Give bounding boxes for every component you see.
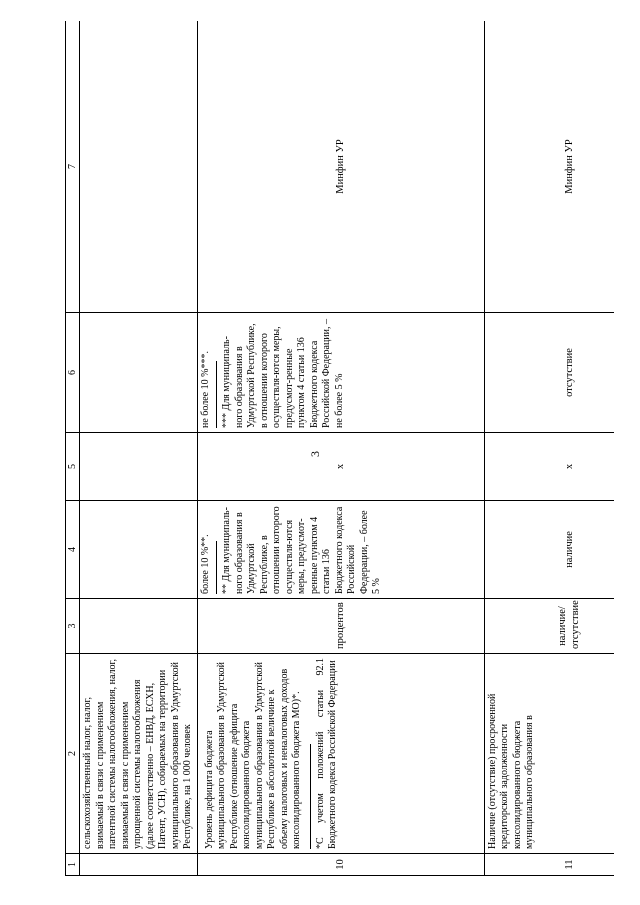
footnote-divider — [310, 744, 311, 849]
criterion-10-col6-note: *** Для муниципаль-ного образования в Удмуртской Республике, в отношении которого осуществля-ются меры, предусмот-ренные пунктом 4 статьи 136 Бюджетного кодекса Российской Федерации, – не более 5 % — [221, 318, 345, 428]
unit-11: наличие/ отсутствие — [484, 599, 614, 654]
column-number-6: 6 — [66, 313, 80, 433]
column-number-2: 2 — [66, 654, 80, 854]
column-number-4: 4 — [66, 501, 80, 599]
criterion-10-col4-divider — [216, 541, 217, 594]
table-viewport — [65, 21, 614, 876]
responsible-cell — [80, 21, 198, 313]
indicator-11-cell: Наличие (отсутствие) просроченной кредиторской задолженности консолидированного бюджета муниципального образования в — [484, 654, 614, 854]
criteria-table — [65, 21, 614, 876]
criterion-10-col6-main: не более 10 %***. — [199, 351, 211, 428]
criterion-10-col4 — [197, 501, 484, 599]
header-row — [66, 21, 80, 876]
criterion-10-col6 — [197, 313, 484, 433]
criterion-col6-cell — [80, 313, 198, 433]
column-number-1: 1 — [66, 854, 80, 876]
unit-10: процентов — [197, 599, 484, 654]
row-number-cell — [80, 854, 198, 876]
criterion-11-col6: отсутствие — [484, 313, 614, 433]
table-row-continued — [80, 21, 198, 876]
page-number: 3 — [308, 451, 322, 457]
responsible-11: Минфин УР — [484, 21, 614, 313]
row-number-10: 10 — [197, 854, 484, 876]
column-number-3: 3 — [66, 599, 80, 654]
criterion-11-col5: х — [484, 433, 614, 501]
criterion-col4-cell — [80, 501, 198, 599]
row-number-11: 11 — [484, 854, 614, 876]
criterion-10-col4-note: ** Для муниципаль-ного образования в Удмуртской Республике, в отношении которого осуществля-ются меры, предусмот-ренные пунктом 4 статьи 136 Бюджетного кодекса Российской Федерации, – более 5 % — [221, 506, 382, 594]
criterion-col5-cell — [80, 433, 198, 501]
indicator-continued-cell: сельскохозяйственный налог, налог, взимаемый в связи с применением патентной системы налогообложения, налог, взимаемый в связи с применением упрощенной системы налогообложения (далее соответственно – ЕНВД, ЕСХН, Патент, УСН), собираемых на территории муниципального образования в Удмуртской Республике, на 1 000 человек — [80, 654, 198, 854]
rotated-table-container — [65, 21, 614, 876]
table-row-10 — [197, 21, 484, 876]
criterion-10-col4-main: более 10 %**. — [199, 534, 211, 594]
criterion-10-col5: х — [197, 433, 484, 501]
table-row-11 — [484, 21, 614, 876]
indicator-10-text: Уровень дефицита бюджета муниципального образования в Удмуртской Республике (отношение дефицита консолидированного бюджета муниципального образования в Удмуртской Республике в абсолютной величине к объему налоговых и неналоговых доходов консолидированного бюджета МО)*. — [203, 662, 302, 849]
indicator-10-footnote: *С учетом положений статьи 92.1 Бюджетного кодекса Российской Федерации — [314, 658, 338, 849]
responsible-10: Минфин УР — [197, 21, 484, 313]
criterion-11-col4: наличие — [484, 501, 614, 599]
unit-cell — [80, 599, 198, 654]
column-number-5: 5 — [66, 433, 80, 501]
criterion-10-col6-divider — [216, 361, 217, 428]
column-number-7: 7 — [66, 21, 80, 313]
indicator-10-cell — [197, 654, 484, 854]
